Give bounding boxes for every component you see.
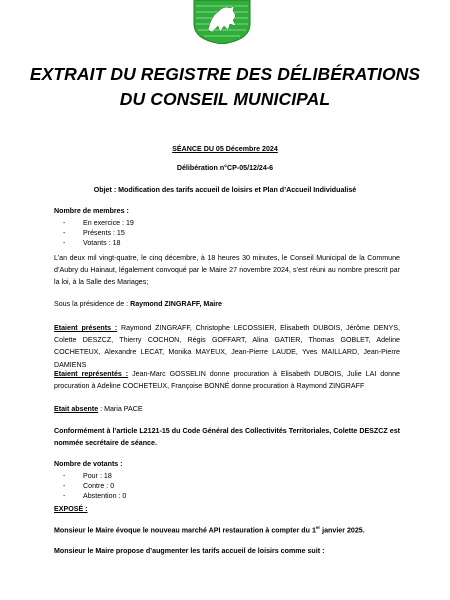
votes-list xyxy=(54,471,126,502)
secretary-paragraph: Conformément à l’article L2121-15 du Code Général des Collectivités Territoriales, Colette DESZCZ est nommée secrétaire de séance. xyxy=(54,427,400,448)
absent-member: Etait absente : Maria PACE xyxy=(54,405,143,413)
members-list xyxy=(54,218,134,249)
list-item: - En exercice : 19 xyxy=(63,219,134,227)
list-item: - Pour : 18 xyxy=(63,472,112,480)
expose-paragraph-1: Monsieur le Maire évoque le nouveau marché API restauration à compter du 1er janvier 2025. xyxy=(54,525,365,535)
deliberation-object: Objet : Modification des tarifs accueil de loisirs et Plan d’Accueil Individualisé xyxy=(93,186,357,194)
document-title-line2: DU CONSEIL MUNICIPAL xyxy=(119,89,331,109)
list-item: - Votants : 18 xyxy=(63,239,121,248)
present-members: Etaient présents : Raymond ZINGRAFF, Christophe LECOSSIER, Elisabeth DUBOIS, Jérôme DENYS, Colette DESZCZ, Thierry COCHON, Régis GOFFART, Alina GATIER, Thomas GOBLET, Adeline COCHETEUX, Alexandre LECAT, Monika MAYEUX, Jean-Pierre LAUDE, Yves MAILLARD, Jean-Pierre DAMIENS xyxy=(54,324,400,369)
session-date: SÉANCE DU 05 Décembre 2024 xyxy=(172,145,278,153)
list-item: - Contre : 0 xyxy=(63,482,115,491)
town-crest-icon xyxy=(190,0,254,44)
expose-heading: EXPOSÉ : xyxy=(54,505,88,513)
votes-heading: Nombre de votants : xyxy=(54,460,123,468)
list-item: - Abstention : 0 xyxy=(63,492,127,501)
members-heading: Nombre de membres : xyxy=(54,207,129,215)
expose-paragraph-2: Monsieur le Maire propose d’augmenter les tarifs accueil de loisirs comme suit : xyxy=(54,547,325,555)
deliberation-number: Délibération n°CP-05/12/24-6 xyxy=(176,164,274,172)
document-title-line1: EXTRAIT DU REGISTRE DES DÉLIBÉRATIONS xyxy=(29,64,421,84)
list-item: - Présents : 15 xyxy=(63,229,125,238)
represented-members: Etaient représentés : Jean-Marc GOSSELIN donne procuration à Elisabeth DUBOIS, Julie LAI donne procuration à Adeline COCHETEUX, Françoise BONNÉ donne procuration à Raymond ZINGRAFF xyxy=(54,370,400,391)
presidency-line: Sous la présidence de : Raymond ZINGRAFF, Maire xyxy=(54,300,222,308)
intro-paragraph: L’an deux mil vingt-quatre, le cinq décembre, à 18 heures 30 minutes, le Conseil Municipal de la Commune d’Aubry du Hainaut, légalement convoqué par le Maire 27 novembre 2024, s’est réuni au nombre prescrit par la loi, à la Salle des Mariages; xyxy=(54,254,400,287)
